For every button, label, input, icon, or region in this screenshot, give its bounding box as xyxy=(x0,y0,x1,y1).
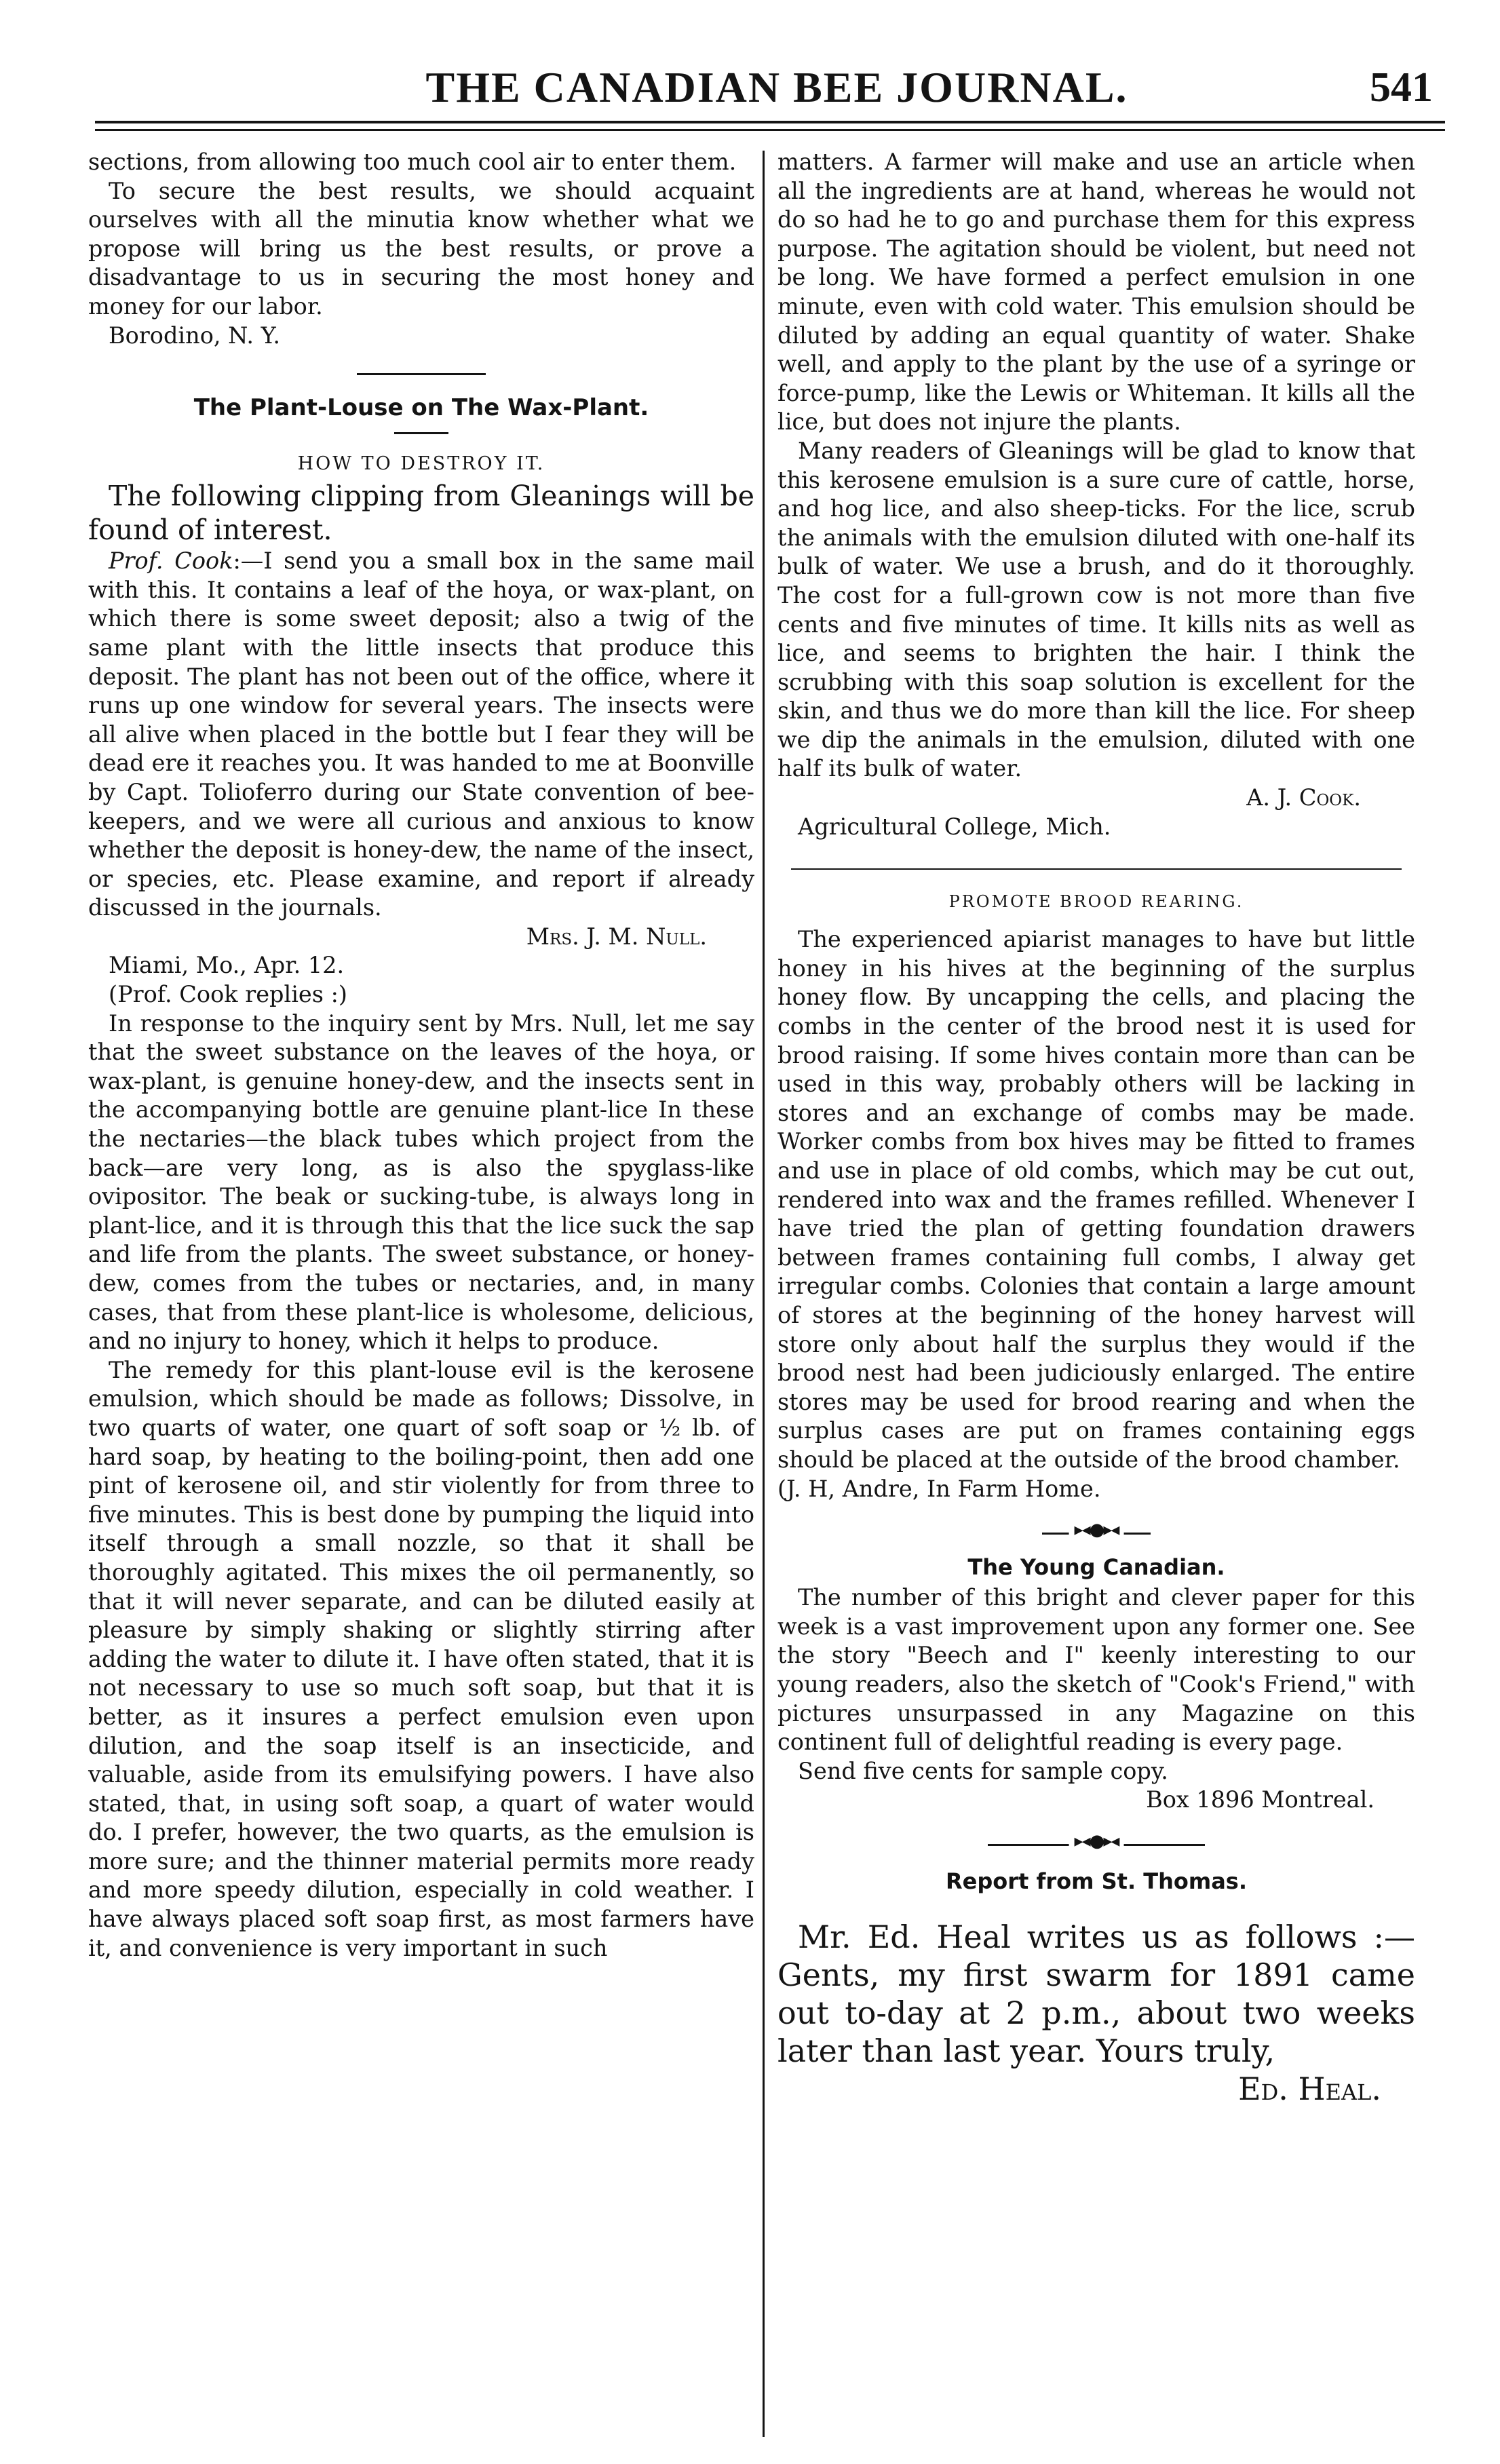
column-divider xyxy=(763,151,765,2437)
article-subtitle: HOW TO DESTROY IT. xyxy=(297,453,545,475)
readers-dateline: Agricultural College, Mich. xyxy=(798,813,1111,840)
masthead-rule xyxy=(95,121,1445,123)
letter-text: :—I send you a small box in the same mail with this. It contains a leaf of the hoya, or wax-plant, on which there is some sweet deposit; also a twig of the same plant with the little insects that produce this deposit. The plant has not been out of the office, where it runs up one window for several years. The insects were all alive when placed in the bottle but I fear they will be dead ere it reaches you. It was handed to me at Boonville by Capt. Tolioferro during our State convention of bee-keepers, and we were all curious and anxious to know whether the deposit is honey-dew, the name of the insect, or species, etc. Please examine, and report if already discussed in the journals. xyxy=(88,547,754,921)
canadian-text: The number of this bright and clever paper for this week is a vast improvement upon any former one. See the story "Beech and I" keenly interesting to our young readers, also the sketch of "Cook's Friend," with pictures unsurpassed in any Magazine on this continent full of delightful reading is every page. xyxy=(777,1584,1415,1756)
journal-title: THE CANADIAN BEE JOURNAL. xyxy=(425,63,1128,111)
right-column xyxy=(777,148,1415,2421)
letter-body xyxy=(88,547,754,923)
section-divider xyxy=(791,868,1402,870)
reply-paragraph: The remedy for this plant-louse evil is the kerosene emulsion, which should be made as follows; Dissolve, in two quarts of water, one quart of soft soap or ½ lb. of hard soap, by heating to the boiling-point, then add one pint of kerosene oil, and stir violently for from three to five minutes. This is best done by pumping the liquid into itself through a small nozzle, so that it shall be thoroughly agitated. This mixes the oil permanently, so that it will never separate, and can be diluted easily at pleasure by simply shaking or slightly stirring after adding the water to dilute it. I have often stated, that it is not necessary to use so much soft soap, but that it is better, as it insures a perfect emulsion even upon dilution, and the soap itself is an insecticide, and valuable, aside from its emulsifying powers. I have also stated, that, in using soft soap, a quart of water would do. I prefer, however, the two quarts, as the emulsion is more sure; and the thinner material permits more ready and more speedy dilution, especially in cold weather. I have always placed soft soap first, as most farmers have it, and convenience is very important in such xyxy=(88,1356,754,1961)
canadian-box: Box 1896 Montreal. xyxy=(1146,1786,1374,1813)
ornamental-divider xyxy=(988,1830,1205,1851)
reply-intro: (Prof. Cook replies :) xyxy=(109,981,347,1008)
title-underline xyxy=(394,432,448,434)
readers-paragraph: Many readers of Gleanings will be glad to know that this kerosene emulsion is a sure cure of cattle, horse, and hog lice, and also sheep-ticks. For the lice, scrub the animals with the emulsion diluted with one-half its bulk of water. We use a brush, and do it thoroughly. The cost for a full-grown cow is not more than five cents and five minutes of time. It kills nits as well as lice, and seems to brighten the hair. I think the scrubbing with this soap solution is excellent for the skin, and thus we do more than kill the lice. For sheep we dip the animals in the emulsion, diluted with one half its bulk of water. xyxy=(777,437,1415,782)
intro-paragraph: sections, from allowing too much cool air to enter them. xyxy=(88,149,737,175)
letter-dateline: Miami, Mo., Apr. 12. xyxy=(109,952,345,979)
canadian-title: The Young Canadian. xyxy=(967,1554,1225,1581)
ornamental-divider xyxy=(1042,1520,1151,1541)
continuation-paragraph: matters. A farmer will make and use an article when all the ingredients are at hand, whereas he would not do so had he to go and purchase them for this express purpose. The agitation should be violent, but need not be long. We have formed a perfect emulsion in one minute, even with cold water. This emulsion should be diluted by adding an equal quantity of water. Shake well, and apply to the plant by the use of a syringe or force-pump, like the Lewis or Whiteman. It kills all the lice, but does not injure the plants. xyxy=(777,149,1415,436)
page-number: 541 xyxy=(1370,64,1433,111)
canadian-send: Send five cents for sample copy. xyxy=(798,1757,1168,1784)
thomas-title: Report from St. Thomas. xyxy=(946,1868,1247,1894)
masthead-rule-thin xyxy=(95,129,1445,131)
reply-paragraph: In response to the inquiry sent by Mrs. Null, let me say that the sweet substance on the leaves of the hoya, or wax-plant, is genuine honey-dew, and the insects sent in the accompanying bottle are genuine plant-lice In these the nectaries—the black tubes which project from the back—are very long, as is also the spyglass-like ovipositor. The beak or sucking-tube, is always long in plant-lice, and it is through this that the lice suck the sap and life from the plants. The sweet substance, or honey-dew, comes from the tubes or nectaries, and, in many cases, that from these plant-lice is wholesome, delicious, and no injury to honey, which it helps to produce. xyxy=(88,1009,754,1355)
brood-credit: (J. H, Andre, In Farm Home. xyxy=(777,1475,1101,1502)
thomas-signature: Ed. Heal. xyxy=(1238,2070,1381,2107)
masthead xyxy=(95,62,1445,137)
article-title: The Plant-Louse on The Wax-Plant. xyxy=(193,394,649,422)
ornament-glyph: ▸◂●▸◂ xyxy=(1069,1831,1124,1851)
ornament-glyph: ▸◂●▸◂ xyxy=(1069,1520,1124,1540)
section-divider xyxy=(357,373,486,375)
thomas-text: Mr. Ed. Heal writes us as follows :—Gents, my first swarm for 1891 came out to-day at 2 p.m., about two weeks later than last year. Yours truly, xyxy=(777,1918,1415,2069)
letter-salutation: Prof. Cook xyxy=(109,547,233,575)
intro-dateline: Borodino, N. Y. xyxy=(109,322,281,349)
intro-paragraph: To secure the best results, we should acquaint ourselves with all the minutia know whether what we propose will bring us the best results, or prove a disadvantage to us in securing the most honey and money for our labor. xyxy=(88,177,754,320)
readers-signature: A. J. Cook. xyxy=(1246,784,1361,811)
article-lead: The following clipping from Gleanings will be found of interest. xyxy=(88,480,754,547)
left-column xyxy=(88,148,754,2421)
brood-text: The experienced apiarist manages to have but little honey in his hives at the beginning of the surplus honey flow. By uncapping the cells, and placing the combs in the center of the brood nest it is used for brood raising. If some hives contain more than can be used in this way, probably others will be lacking in stores and an exchange of combs may be made. Worker combs from box hives may be fitted to frames and use in place of old combs, which may be cut out, rendered into wax and the frames refilled. Whenever I have tried the plan of getting foundation drawers between frames containing full combs, I alway get irregular combs. Colonies that contain a large amount of stores at the beginning of the honey harvest will store only about half the surplus they would if the brood nest had been judiciously enlarged. The entire stores may be used for brood rearing and when the surplus cases are put on frames containing eggs should be placed at the outside of the brood chamber. xyxy=(777,926,1415,1473)
letter-signature: Mrs. J. M. Null. xyxy=(526,923,707,950)
brood-title: PROMOTE BROOD REARING. xyxy=(948,892,1244,912)
